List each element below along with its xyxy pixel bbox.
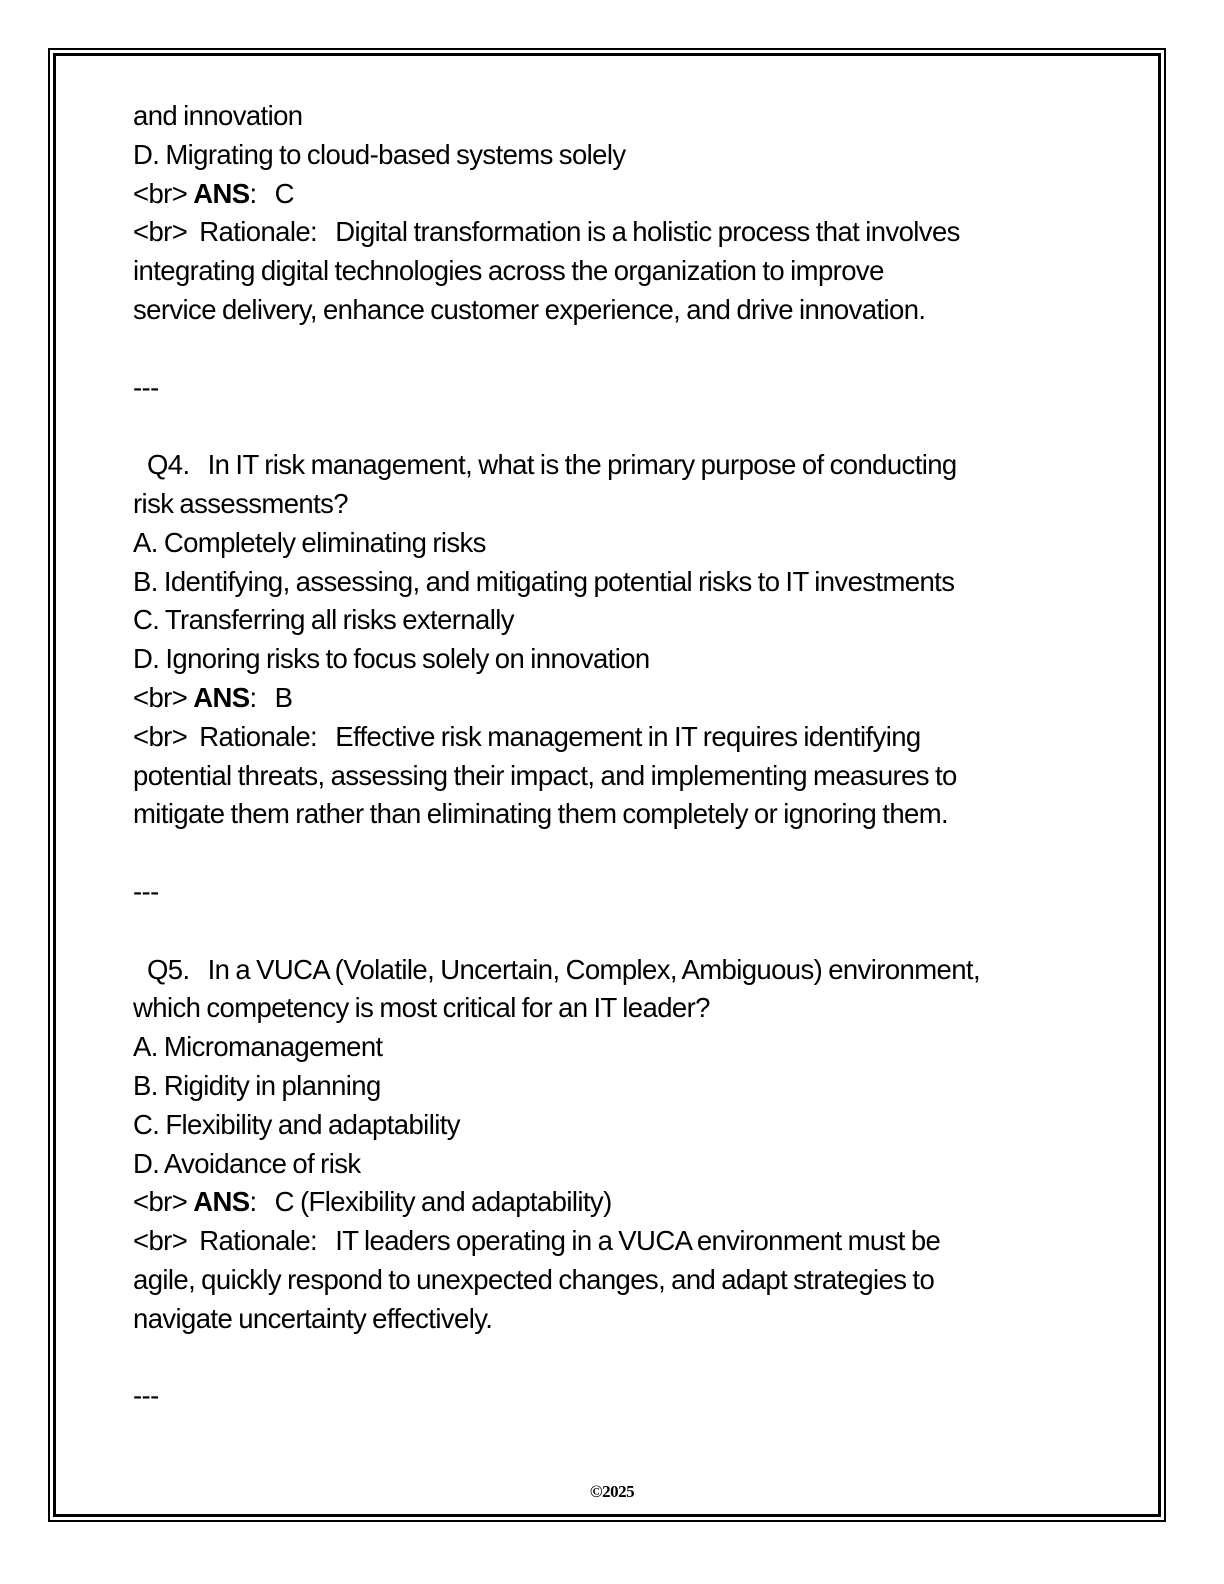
answer-value: : B	[249, 681, 293, 713]
question-text: Q5. In a VUCA (Volatile, Uncertain, Complex, Ambiguous) environment,	[147, 953, 980, 985]
spacer	[133, 330, 1093, 369]
copyright-footer: ©2025	[589, 1482, 635, 1501]
spacer	[133, 407, 1093, 446]
section-separator: ---	[133, 371, 159, 403]
question-block-q4	[133, 446, 1093, 950]
option-d: D. Avoidance of risk	[133, 1147, 361, 1179]
option-d: D. Ignoring risks to focus solely on innovation	[133, 643, 650, 675]
answer-label: ANS	[193, 681, 250, 713]
document-body	[133, 97, 1093, 1416]
option-c: C. Flexibility and adaptability	[133, 1108, 460, 1140]
spacer	[133, 912, 1093, 951]
question-text: risk assessments?	[133, 487, 348, 519]
answer-prefix: <br>	[133, 1186, 194, 1218]
answer-value: : C	[249, 177, 294, 209]
rationale-line: <br> Rationale: Effective risk management in IT requires identifying	[133, 720, 921, 752]
option-b: B. Identifying, assessing, and mitigating potential risks to IT investments	[133, 565, 955, 597]
question-text: Q4. In IT risk management, what is the primary purpose of conducting	[147, 449, 957, 481]
answer-prefix: <br>	[133, 177, 194, 209]
rationale-line: mitigate them rather than eliminating them completely or ignoring them.	[133, 798, 949, 830]
answer-line	[133, 679, 1093, 718]
option-a: A. Micromanagement	[133, 1031, 383, 1063]
section-separator: ---	[133, 1380, 159, 1412]
rationale-line: agile, quickly respond to unexpected changes, and adapt strategies to	[133, 1263, 935, 1295]
answer-value: : C (Flexibility and adaptability)	[249, 1186, 612, 1218]
q3-continuation	[133, 97, 1093, 446]
answer-line	[133, 175, 1093, 214]
rationale-line: <br> Rationale: Digital transformation is a holistic process that involves	[133, 216, 960, 248]
option-d: D. Migrating to cloud-based systems solely	[133, 138, 626, 170]
option-b: B. Rigidity in planning	[133, 1069, 381, 1101]
question-text: which competency is most critical for an IT leader?	[133, 992, 710, 1024]
answer-label: ANS	[193, 177, 250, 209]
rationale-line: navigate uncertainty effectively.	[133, 1302, 493, 1334]
spacer	[133, 1339, 1093, 1378]
answer-label: ANS	[193, 1186, 250, 1218]
rationale-line: potential threats, assessing their impact, and implementing measures to	[133, 759, 957, 791]
answer-prefix: <br>	[133, 681, 194, 713]
question-text-continuation: and innovation	[133, 100, 303, 131]
option-c: C. Transferring all risks externally	[133, 604, 514, 636]
option-a: A. Completely eliminating risks	[133, 526, 486, 558]
answer-line	[133, 1183, 1093, 1222]
rationale-line: <br> Rationale: IT leaders operating in a VUCA environment must be	[133, 1225, 941, 1257]
section-separator: ---	[133, 875, 159, 907]
question-block-q5	[133, 951, 1093, 1417]
spacer	[133, 834, 1093, 873]
rationale-line: integrating digital technologies across the organization to improve	[133, 255, 884, 287]
rationale-line: service delivery, enhance customer experience, and drive innovation.	[133, 293, 926, 325]
